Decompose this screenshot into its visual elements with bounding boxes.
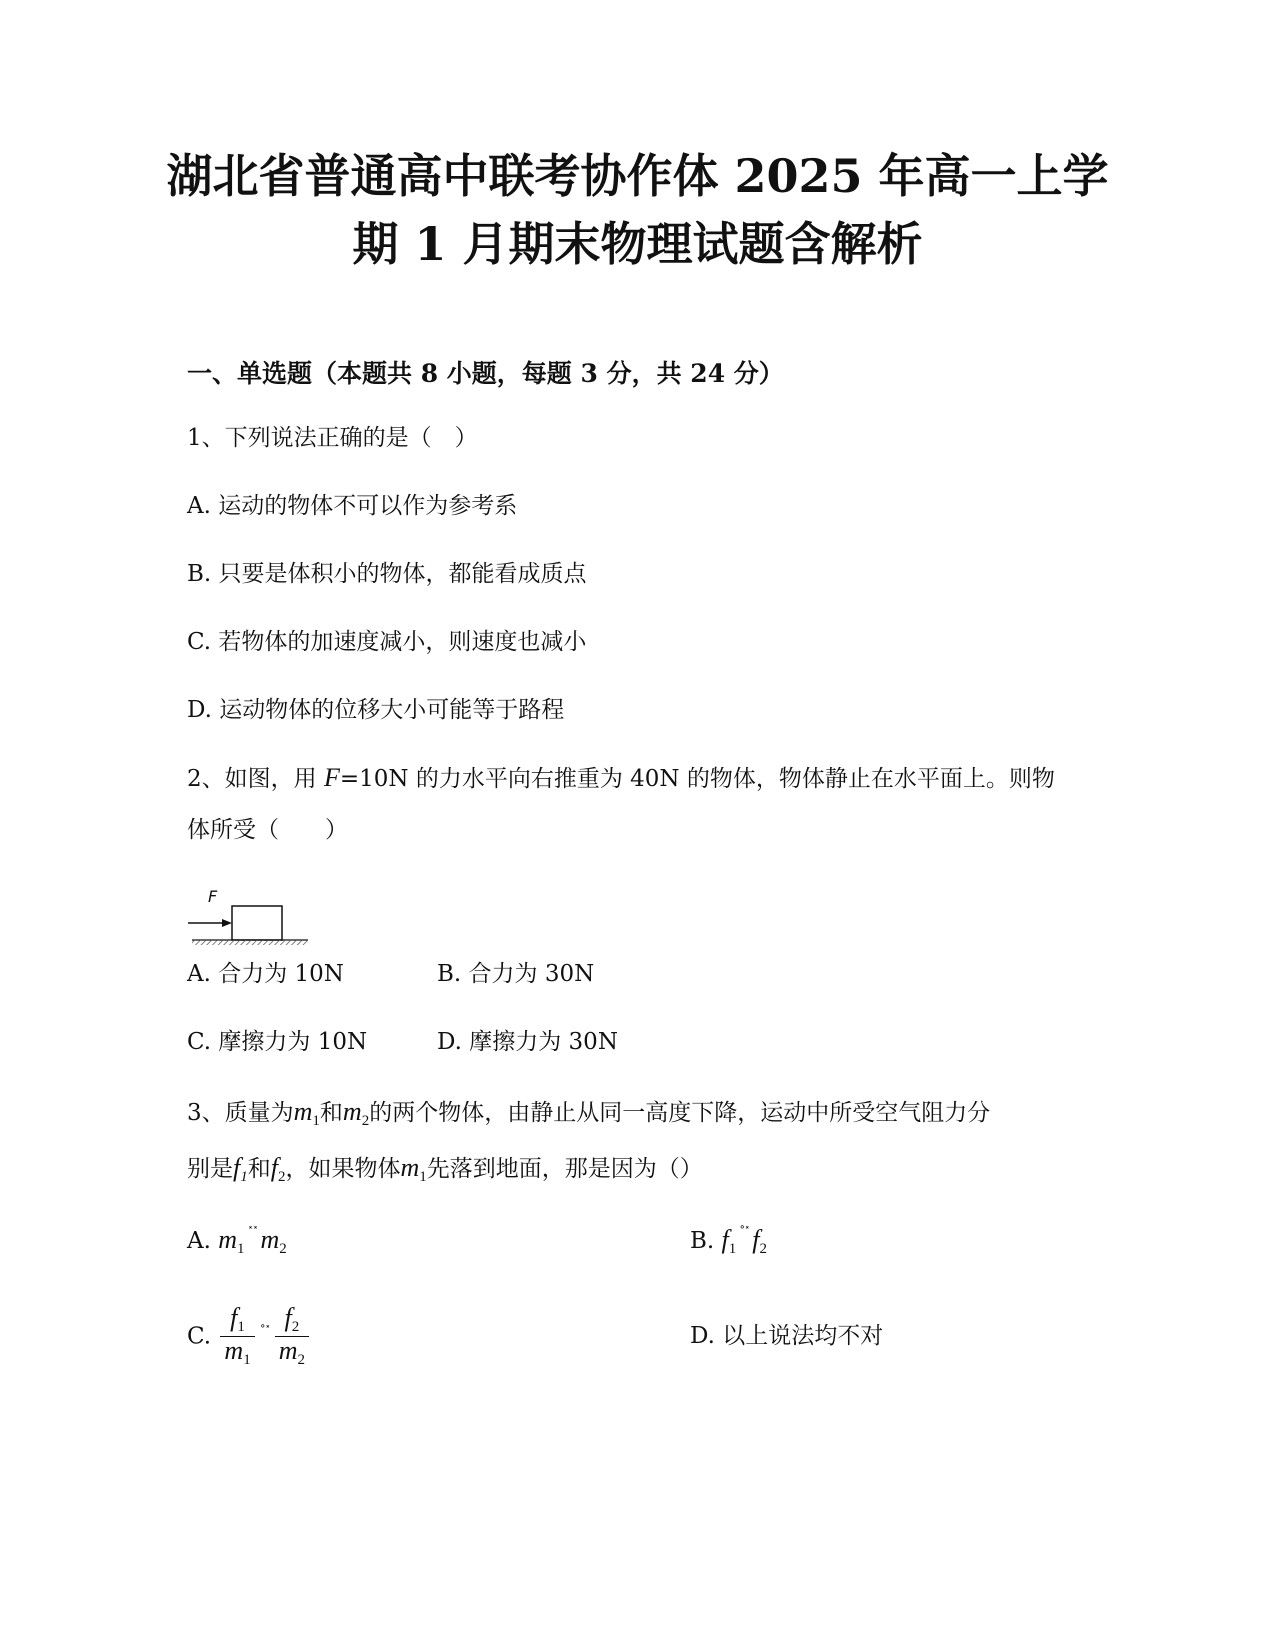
document-title-line-1: 湖北省普通高中联考协作体 2025 年高一上学 [166,149,1109,203]
question-3-option-d: D. 以上说法均不对 [690,1323,884,1349]
mass-symbol: m [293,1097,313,1126]
subscript: 1 [237,1319,245,1335]
question-3-text: 和 [247,1156,271,1182]
subscript: 2 [277,1169,286,1185]
question-2-stem-line-2: 体所受（ ） [187,817,348,843]
question-2-option-a: A. 合力为 10N [187,961,344,987]
subscript: 2 [361,1113,370,1129]
friction-2 [752,1225,767,1257]
ground-hatch [192,940,308,945]
relation-glyph: ˚˟ [739,1225,750,1239]
fraction-denominator [220,1337,254,1369]
fraction-denominator [275,1337,309,1369]
fraction-f1-over-m1 [220,1304,254,1369]
friction-2 [270,1153,286,1185]
subscript: 2 [291,1319,300,1335]
question-1-option-a: A. 运动的物体不可以作为参考系 [187,493,518,519]
force-variable: F [323,763,340,792]
question-3-text: 先落到地面，那是因为（） [426,1156,703,1182]
relation-glyph: ˟˟ [247,1225,258,1239]
subscript: 2 [759,1241,767,1257]
section-heading: 一、单选题（本题共 8 小题，每题 3 分，共 24 分） [187,359,784,388]
option-label: B. [690,1228,722,1254]
mass-symbol: m [260,1225,280,1254]
mass-2 [260,1225,287,1257]
friction-1 [233,1153,248,1185]
question-2-stem-prefix: 2、如图，用 [187,766,324,792]
friction-symbol: f [752,1225,760,1254]
question-3-text: 别是 [187,1156,233,1182]
force-on-block-figure [186,886,316,950]
question-3-text: 3、质量为 [187,1100,294,1126]
option-label: C. [187,1323,219,1350]
question-3-text: 和 [319,1100,343,1126]
question-3-option-a [187,1222,287,1262]
question-2-option-d: D. 摩擦力为 30N [437,1029,618,1055]
subscript: 2 [297,1352,305,1368]
question-2-stem-line-1 [187,760,1055,797]
mass-symbol: m [342,1097,362,1126]
subscript: 1 [728,1241,737,1257]
friction-symbol: f [284,1303,292,1332]
friction-symbol: f [270,1153,278,1182]
question-1-option-d: D. 运动物体的位移大小可能等于路程 [187,697,565,723]
mass-1 [293,1097,320,1129]
mass-1 [218,1225,245,1257]
fraction-numerator [275,1304,309,1337]
question-2-option-b: B. 合力为 30N [437,961,595,987]
mass-symbol: m [278,1336,298,1365]
document-title-line-2: 期 1 月期末物理试题含解析 [352,217,923,271]
subscript: 2 [279,1241,287,1257]
fraction-numerator [220,1304,254,1337]
friction-symbol: f [230,1303,238,1332]
fraction-f2-over-m2 [275,1304,309,1369]
question-2-stem-suffix: =10N 的力水平向右推重为 40N 的物体，物体静止在水平面上。则物 [339,766,1055,792]
force-label: F [208,887,218,906]
friction-symbol: f [233,1153,241,1182]
friction-symbol: f [721,1225,729,1254]
mass-symbol: m [224,1336,244,1365]
mass-symbol: m [218,1225,238,1254]
question-1-option-b: B. 只要是体积小的物体，都能看成质点 [187,561,587,587]
force-arrow-head [222,919,232,927]
mass-symbol: m [400,1153,420,1182]
question-1-stem: 1、下列说法正确的是（ ） [187,425,478,451]
question-3-stem-line-2 [187,1150,703,1190]
question-3-stem-line-1 [187,1094,990,1134]
relation-glyph: ˚˟ [259,1323,270,1338]
force-diagram [186,886,316,946]
friction-1 [721,1225,737,1257]
mass-1 [400,1153,427,1185]
question-3-text: 的两个物体，由静止从同一高度下降，运动中所受空气阻力分 [369,1100,991,1126]
question-3-option-b [690,1222,767,1262]
subscript: 1 [237,1241,245,1257]
question-3-text: ，如果物体 [285,1156,401,1182]
mass-2 [342,1097,370,1129]
subscript: 1 [419,1169,427,1185]
subscript: 1 [240,1169,248,1185]
question-3-option-c [187,1304,311,1369]
subscript: 1 [312,1113,320,1129]
option-label: A. [187,1228,219,1254]
block [232,906,282,940]
question-2-option-c: C. 摩擦力为 10N [187,1029,368,1055]
question-1-option-c: C. 若物体的加速度减小，则速度也减小 [187,629,587,655]
subscript: 1 [243,1352,251,1368]
